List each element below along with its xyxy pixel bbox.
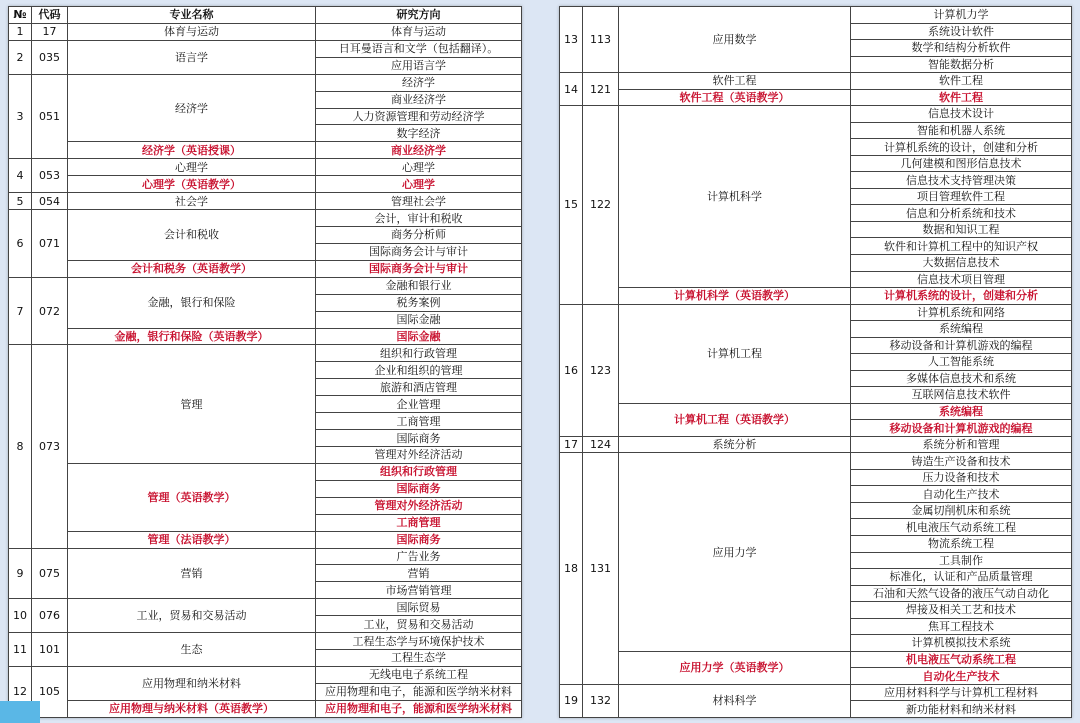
research-direction: 焊接及相关工艺和技术 [851, 602, 1072, 619]
research-direction-english: 应用物理和电子，能源和医学纳米材料 [316, 700, 522, 717]
left-table-panel [8, 6, 522, 718]
research-direction: 项目管理软件工程 [851, 188, 1072, 205]
table-row [560, 288, 1072, 305]
research-direction: 国际金融 [316, 311, 522, 328]
research-direction-english: 商业经济学 [316, 142, 522, 159]
major-name: 营销 [68, 548, 316, 599]
research-direction: 软件和计算机工程中的知识产权 [851, 238, 1072, 255]
major-code: 054 [32, 193, 68, 210]
research-direction: 自动化生产技术 [851, 486, 1072, 503]
table-row [560, 684, 1072, 701]
major-code: 051 [32, 74, 68, 159]
research-direction: 信息技术项目管理 [851, 271, 1072, 288]
majors-table-right [559, 6, 1072, 718]
major-name: 工业，贸易和交易活动 [68, 599, 316, 633]
major-name-english: 管理（英语教学） [68, 463, 316, 531]
major-code: 132 [583, 684, 619, 717]
major-code: 113 [583, 7, 619, 73]
research-direction: 组织和行政管理 [316, 345, 522, 362]
research-direction: 信息技术支持管理决策 [851, 172, 1072, 189]
research-direction: 应用语言学 [316, 57, 522, 74]
major-code: 121 [583, 73, 619, 106]
research-direction-english: 计算机系统的设计，创建和分析 [851, 288, 1072, 305]
research-direction: 计算机模拟技术系统 [851, 635, 1072, 652]
table-row [9, 345, 522, 362]
research-direction: 营销 [316, 565, 522, 582]
table-row [560, 73, 1072, 90]
research-direction: 金融和银行业 [316, 277, 522, 294]
table-row [560, 403, 1072, 420]
major-name-english: 心理学（英语教学） [68, 176, 316, 193]
major-name: 系统分析 [619, 436, 851, 453]
table-row [9, 176, 522, 193]
table-row [9, 633, 522, 650]
row-number: 5 [9, 193, 32, 210]
major-name: 金融，银行和保险 [68, 277, 316, 328]
major-name-english: 金融，银行和保险（英语教学） [68, 328, 316, 345]
research-direction: 新功能材料和纳米材料 [851, 701, 1072, 718]
research-direction-english: 工商管理 [316, 514, 522, 531]
major-code: 101 [32, 633, 68, 667]
row-number: 10 [9, 599, 32, 633]
table-row [9, 599, 522, 616]
research-direction: 应用物理和电子，能源和医学纳米材料 [316, 683, 522, 700]
table-row [9, 277, 522, 294]
research-direction: 压力设备和技术 [851, 469, 1072, 486]
major-code: 075 [32, 548, 68, 599]
research-direction: 机电液压气动系统工程 [851, 519, 1072, 536]
research-direction: 人力资源管理和劳动经济学 [316, 108, 522, 125]
research-direction: 商务分析师 [316, 226, 522, 243]
research-direction: 日耳曼语言和文学（包括翻译）。 [316, 40, 522, 57]
table-row [9, 260, 522, 277]
row-number: 12 [9, 666, 32, 717]
table-row [560, 651, 1072, 668]
table-row [560, 304, 1072, 321]
major-name-english: 会计和税务（英语教学） [68, 260, 316, 277]
major-name: 社会学 [68, 193, 316, 210]
research-direction: 经济学 [316, 74, 522, 91]
research-direction: 石油和天然气设备的液压气动自动化 [851, 585, 1072, 602]
major-name: 应用物理和纳米材料 [68, 666, 316, 700]
major-code: 053 [32, 159, 68, 193]
major-name: 软件工程 [619, 73, 851, 90]
table-row [9, 531, 522, 548]
research-direction-english: 移动设备和计算机游戏的编程 [851, 420, 1072, 437]
research-direction: 几何建模和图形信息技术 [851, 155, 1072, 172]
table-row [560, 106, 1072, 123]
research-direction: 数学和结构分析软件 [851, 40, 1072, 57]
research-direction: 工商管理 [316, 413, 522, 430]
table-row [9, 142, 522, 159]
research-direction: 体育与运动 [316, 23, 522, 40]
major-name: 语言学 [68, 40, 316, 74]
major-name-english: 计算机工程（英语教学） [619, 403, 851, 436]
research-direction: 商业经济学 [316, 91, 522, 108]
table-header-row [9, 7, 522, 24]
table-row [9, 548, 522, 565]
research-direction: 旅游和酒店管理 [316, 379, 522, 396]
research-direction-french: 国际商务 [316, 531, 522, 548]
research-direction-english: 国际商务 [316, 480, 522, 497]
research-direction: 标准化，认证和产品质量管理 [851, 569, 1072, 586]
row-number: 15 [560, 106, 583, 304]
row-number: 16 [560, 304, 583, 436]
table-row [560, 7, 1072, 24]
major-name: 计算机科学 [619, 106, 851, 288]
majors-table-left [8, 6, 522, 718]
header-major: 专业名称 [68, 7, 316, 24]
major-code: 071 [32, 210, 68, 278]
research-direction-english: 国际金融 [316, 328, 522, 345]
major-code: 076 [32, 599, 68, 633]
major-name: 生态 [68, 633, 316, 667]
research-direction: 管理对外经济活动 [316, 446, 522, 463]
major-name-english: 应用物理与纳米材料（英语教学） [68, 700, 316, 717]
research-direction-english: 组织和行政管理 [316, 463, 522, 480]
row-number: 3 [9, 74, 32, 159]
table-row [9, 666, 522, 683]
major-name-english: 软件工程（英语教学） [619, 89, 851, 106]
research-direction: 系统编程 [851, 321, 1072, 338]
research-direction: 广告业务 [316, 548, 522, 565]
research-direction: 国际贸易 [316, 599, 522, 616]
research-direction: 铸造生产设备和技术 [851, 453, 1072, 470]
research-direction: 工程生态学 [316, 650, 522, 667]
research-direction: 多媒体信息技术和系统 [851, 370, 1072, 387]
major-name: 经济学 [68, 74, 316, 142]
row-number: 4 [9, 159, 32, 193]
major-name: 材料科学 [619, 684, 851, 717]
research-direction-english: 管理对外经济活动 [316, 497, 522, 514]
table-row [9, 40, 522, 57]
major-name: 应用数学 [619, 7, 851, 73]
major-code: 122 [583, 106, 619, 304]
research-direction: 心理学 [316, 159, 522, 176]
research-direction: 人工智能系统 [851, 354, 1072, 371]
row-number: 11 [9, 633, 32, 667]
research-direction: 会计，审计和税收 [316, 210, 522, 227]
research-direction: 国际商务会计与审计 [316, 243, 522, 260]
research-direction-english: 软件工程 [851, 89, 1072, 106]
row-number: 9 [9, 548, 32, 599]
table-row [9, 210, 522, 227]
table-row [560, 453, 1072, 470]
major-name: 计算机工程 [619, 304, 851, 403]
research-direction: 工业，贸易和交易活动 [316, 616, 522, 633]
research-direction: 计算机力学 [851, 7, 1072, 24]
major-code: 035 [32, 40, 68, 74]
research-direction-english: 机电液压气动系统工程 [851, 651, 1072, 668]
major-name: 体育与运动 [68, 23, 316, 40]
major-code: 105 [32, 666, 68, 717]
table-row [9, 463, 522, 480]
research-direction: 管理社会学 [316, 193, 522, 210]
right-table-panel [559, 6, 1072, 718]
research-direction: 市场营销管理 [316, 582, 522, 599]
research-direction: 移动设备和计算机游戏的编程 [851, 337, 1072, 354]
major-name: 管理 [68, 345, 316, 463]
row-number: 18 [560, 453, 583, 684]
research-direction: 焦耳工程技术 [851, 618, 1072, 635]
table-row [9, 700, 522, 717]
row-number: 14 [560, 73, 583, 106]
research-direction-english: 系统编程 [851, 403, 1072, 420]
research-direction: 无线电电子系统工程 [316, 666, 522, 683]
research-direction-english: 心理学 [316, 176, 522, 193]
research-direction: 智能和机器人系统 [851, 122, 1072, 139]
header-code: 代码 [32, 7, 68, 24]
research-direction: 税务案例 [316, 294, 522, 311]
research-direction: 数字经济 [316, 125, 522, 142]
research-direction: 国际商务 [316, 430, 522, 447]
research-direction: 计算机系统和网络 [851, 304, 1072, 321]
research-direction: 企业和组织的管理 [316, 362, 522, 379]
major-code: 17 [32, 23, 68, 40]
major-code: 072 [32, 277, 68, 345]
header-direction: 研究方向 [316, 7, 522, 24]
major-name-english: 经济学（英语授课） [68, 142, 316, 159]
research-direction-english: 国际商务会计与审计 [316, 260, 522, 277]
major-code: 124 [583, 436, 619, 453]
research-direction: 金属切削机床和系统 [851, 502, 1072, 519]
major-name: 会计和税收 [68, 210, 316, 261]
research-direction: 计算机系统的设计，创建和分析 [851, 139, 1072, 156]
row-number: 1 [9, 23, 32, 40]
table-row [9, 23, 522, 40]
research-direction: 信息和分析系统和技术 [851, 205, 1072, 222]
major-name: 应用力学 [619, 453, 851, 651]
row-number: 6 [9, 210, 32, 278]
research-direction: 应用材料科学与计算机工程材料 [851, 684, 1072, 701]
research-direction: 智能数据分析 [851, 56, 1072, 73]
major-name-english: 计算机科学（英语教学） [619, 288, 851, 305]
row-number: 2 [9, 40, 32, 74]
research-direction: 系统设计软件 [851, 23, 1072, 40]
research-direction-english: 自动化生产技术 [851, 668, 1072, 685]
table-row [9, 193, 522, 210]
major-name: 心理学 [68, 159, 316, 176]
research-direction: 系统分析和管理 [851, 436, 1072, 453]
research-direction: 大数据信息技术 [851, 254, 1072, 271]
table-row [9, 74, 522, 91]
table-row [560, 436, 1072, 453]
table-row [560, 89, 1072, 106]
header-no: № [9, 7, 32, 24]
research-direction: 数据和知识工程 [851, 221, 1072, 238]
row-number: 8 [9, 345, 32, 548]
row-number: 17 [560, 436, 583, 453]
table-row [9, 328, 522, 345]
major-code: 123 [583, 304, 619, 436]
major-code: 131 [583, 453, 619, 684]
row-number: 13 [560, 7, 583, 73]
research-direction: 物流系统工程 [851, 536, 1072, 553]
major-name-english: 应用力学（英语教学） [619, 651, 851, 684]
research-direction: 工程生态学与环境保护技术 [316, 633, 522, 650]
major-code: 073 [32, 345, 68, 548]
research-direction: 信息技术设计 [851, 106, 1072, 123]
research-direction: 企业管理 [316, 396, 522, 413]
corner-accent [0, 701, 40, 723]
research-direction: 工具制作 [851, 552, 1072, 569]
row-number: 19 [560, 684, 583, 717]
research-direction: 软件工程 [851, 73, 1072, 90]
research-direction: 互联网信息技术软件 [851, 387, 1072, 404]
table-row [9, 159, 522, 176]
major-name-french: 管理（法语教学） [68, 531, 316, 548]
row-number: 7 [9, 277, 32, 345]
